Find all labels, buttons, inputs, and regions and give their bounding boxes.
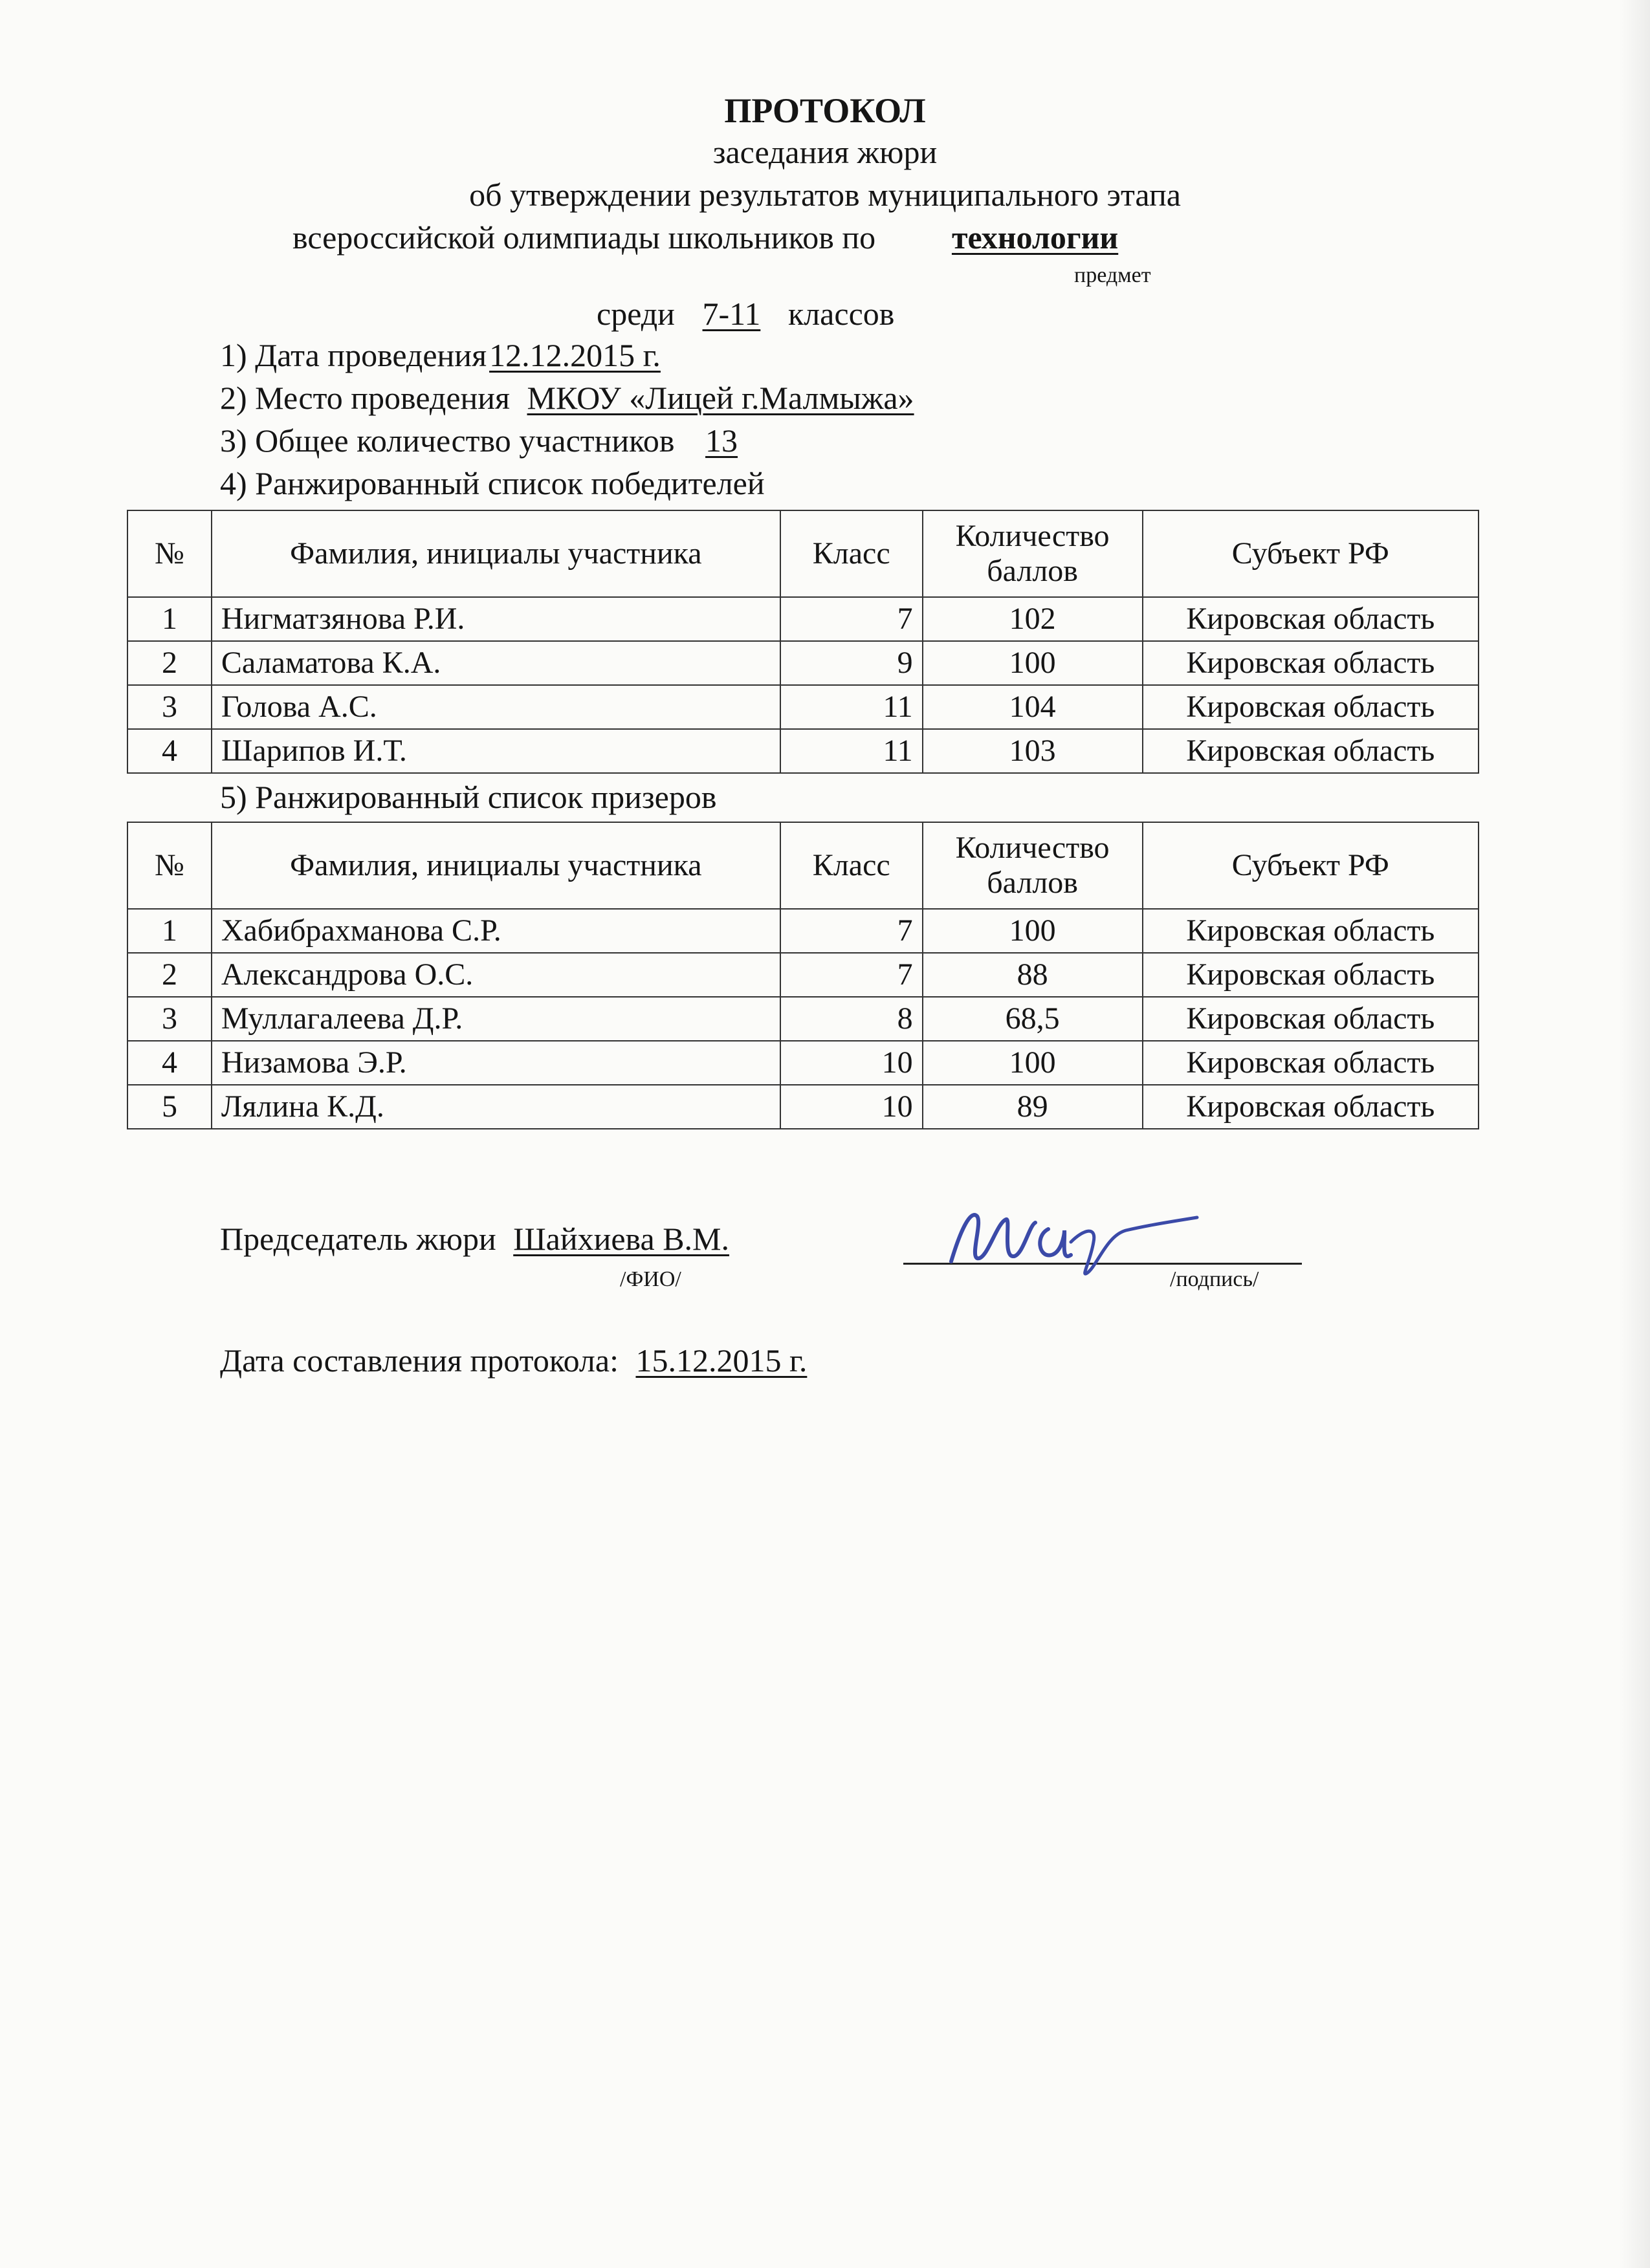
cell-num: 4 bbox=[127, 1041, 212, 1085]
col-header-region: Субъект РФ bbox=[1143, 822, 1479, 909]
col-header-class: Класс bbox=[780, 510, 923, 597]
cell-region: Кировская область bbox=[1143, 953, 1479, 997]
cell-points: 68,5 bbox=[923, 997, 1143, 1041]
document-title: ПРОТОКОЛ bbox=[724, 91, 926, 130]
place-value: МКОУ «Лицей г.Малмыжа» bbox=[527, 380, 914, 416]
points-header-line2: баллов bbox=[987, 866, 1078, 900]
cell-region: Кировская область bbox=[1143, 997, 1479, 1041]
count-label: 3) Общее количество участников bbox=[220, 422, 675, 459]
subject-value-field bbox=[893, 219, 1178, 256]
cell-points: 88 bbox=[923, 953, 1143, 997]
cell-class: 11 bbox=[780, 685, 923, 729]
cell-region: Кировская область bbox=[1143, 1085, 1479, 1129]
cell-points: 103 bbox=[923, 729, 1143, 773]
subtitle-line-1: заседания жюри bbox=[712, 134, 938, 170]
compile-date-line bbox=[220, 1342, 807, 1379]
grades-line bbox=[597, 295, 894, 333]
signature-image bbox=[932, 1190, 1204, 1281]
cell-region: Кировская область bbox=[1143, 685, 1479, 729]
cell-name: Саламатова К.А. bbox=[212, 641, 780, 685]
table-row bbox=[127, 597, 1479, 641]
count-value: 13 bbox=[705, 422, 738, 459]
cell-num: 2 bbox=[127, 953, 212, 997]
date-label: 1) Дата проведения bbox=[220, 337, 487, 373]
cell-class: 9 bbox=[780, 641, 923, 685]
winners-table bbox=[127, 510, 1479, 774]
col-header-num: № bbox=[127, 822, 212, 909]
col-header-points bbox=[923, 510, 1143, 597]
cell-region: Кировская область bbox=[1143, 1041, 1479, 1085]
cell-class: 10 bbox=[780, 1085, 923, 1129]
chair-line bbox=[220, 1220, 785, 1258]
table-row bbox=[127, 1085, 1479, 1129]
scan-edge-shadow bbox=[1619, 0, 1650, 2268]
cell-name: Шарипов И.Т. bbox=[212, 729, 780, 773]
fio-caption: /ФИО/ bbox=[620, 1267, 681, 1291]
cell-num: 1 bbox=[127, 909, 212, 953]
cell-class: 7 bbox=[780, 909, 923, 953]
compile-date-value: 15.12.2015 г. bbox=[635, 1342, 808, 1379]
points-header-line2: баллов bbox=[987, 554, 1078, 588]
cell-name: Хабибрахманова С.Р. bbox=[212, 909, 780, 953]
table-row bbox=[127, 685, 1479, 729]
points-header-line1: Количество bbox=[955, 519, 1110, 553]
cell-name: Голова А.С. bbox=[212, 685, 780, 729]
cell-name: Муллагалеева Д.Р. bbox=[212, 997, 780, 1041]
subtitle-line-2: об утверждении результатов муниципального этапа bbox=[469, 177, 1181, 213]
table-row bbox=[127, 997, 1479, 1041]
cell-region: Кировская область bbox=[1143, 597, 1479, 641]
signature-caption: /подпись/ bbox=[1170, 1267, 1259, 1291]
table-row bbox=[127, 729, 1479, 773]
place-item bbox=[220, 379, 914, 417]
prizewinners-header-row bbox=[127, 822, 1479, 909]
col-header-name: Фамилия, инициалы участника bbox=[212, 510, 780, 597]
cell-points: 102 bbox=[923, 597, 1143, 641]
cell-class: 10 bbox=[780, 1041, 923, 1085]
cell-points: 104 bbox=[923, 685, 1143, 729]
cell-name: Александрова О.С. bbox=[212, 953, 780, 997]
cell-points: 100 bbox=[923, 1041, 1143, 1085]
grades-value: 7-11 bbox=[702, 296, 761, 332]
table-row bbox=[127, 641, 1479, 685]
cell-num: 3 bbox=[127, 997, 212, 1041]
table-row bbox=[127, 909, 1479, 953]
subject-value: технологии bbox=[951, 219, 1119, 256]
prizewinners-list-label: 5) Ранжированный список призеров bbox=[220, 779, 717, 815]
winners-header-row bbox=[127, 510, 1479, 597]
cell-class: 8 bbox=[780, 997, 923, 1041]
cell-region: Кировская область bbox=[1143, 729, 1479, 773]
col-header-num: № bbox=[127, 510, 212, 597]
cell-num: 4 bbox=[127, 729, 212, 773]
cell-class: 11 bbox=[780, 729, 923, 773]
cell-points: 89 bbox=[923, 1085, 1143, 1129]
col-header-class: Класс bbox=[780, 822, 923, 909]
cell-name: Нигматзянова Р.И. bbox=[212, 597, 780, 641]
subject-caption: предмет bbox=[1074, 263, 1151, 287]
cell-num: 3 bbox=[127, 685, 212, 729]
cell-num: 2 bbox=[127, 641, 212, 685]
winners-list-label: 4) Ранжированный список победителей bbox=[220, 465, 765, 501]
cell-name: Низамова Э.Р. bbox=[212, 1041, 780, 1085]
cell-region: Кировская область bbox=[1143, 641, 1479, 685]
subject-prefix: всероссийской олимпиады школьников по bbox=[292, 219, 876, 256]
cell-class: 7 bbox=[780, 953, 923, 997]
prizewinners-table bbox=[127, 822, 1479, 1129]
chair-name: Шайхиева В.М. bbox=[513, 1221, 730, 1257]
grades-prefix: среди bbox=[597, 296, 675, 332]
count-item bbox=[220, 422, 754, 459]
chair-label: Председатель жюри bbox=[220, 1221, 496, 1257]
col-header-name: Фамилия, инициалы участника bbox=[212, 822, 780, 909]
cell-points: 100 bbox=[923, 641, 1143, 685]
cell-num: 1 bbox=[127, 597, 212, 641]
points-header-line1: Количество bbox=[955, 831, 1110, 865]
cell-name: Лялина К.Д. bbox=[212, 1085, 780, 1129]
cell-num: 5 bbox=[127, 1085, 212, 1129]
compile-date-label: Дата составления протокола: bbox=[220, 1342, 619, 1379]
place-label: 2) Место проведения bbox=[220, 380, 511, 416]
cell-points: 100 bbox=[923, 909, 1143, 953]
col-header-region: Субъект РФ bbox=[1143, 510, 1479, 597]
cell-region: Кировская область bbox=[1143, 909, 1479, 953]
table-row bbox=[127, 953, 1479, 997]
subtitle-line-3 bbox=[292, 219, 1178, 256]
cell-class: 7 bbox=[780, 597, 923, 641]
grades-suffix: классов bbox=[787, 296, 895, 332]
date-value: 12.12.2015 г. bbox=[489, 337, 661, 373]
date-item bbox=[220, 336, 767, 374]
table-row bbox=[127, 1041, 1479, 1085]
col-header-points bbox=[923, 822, 1143, 909]
